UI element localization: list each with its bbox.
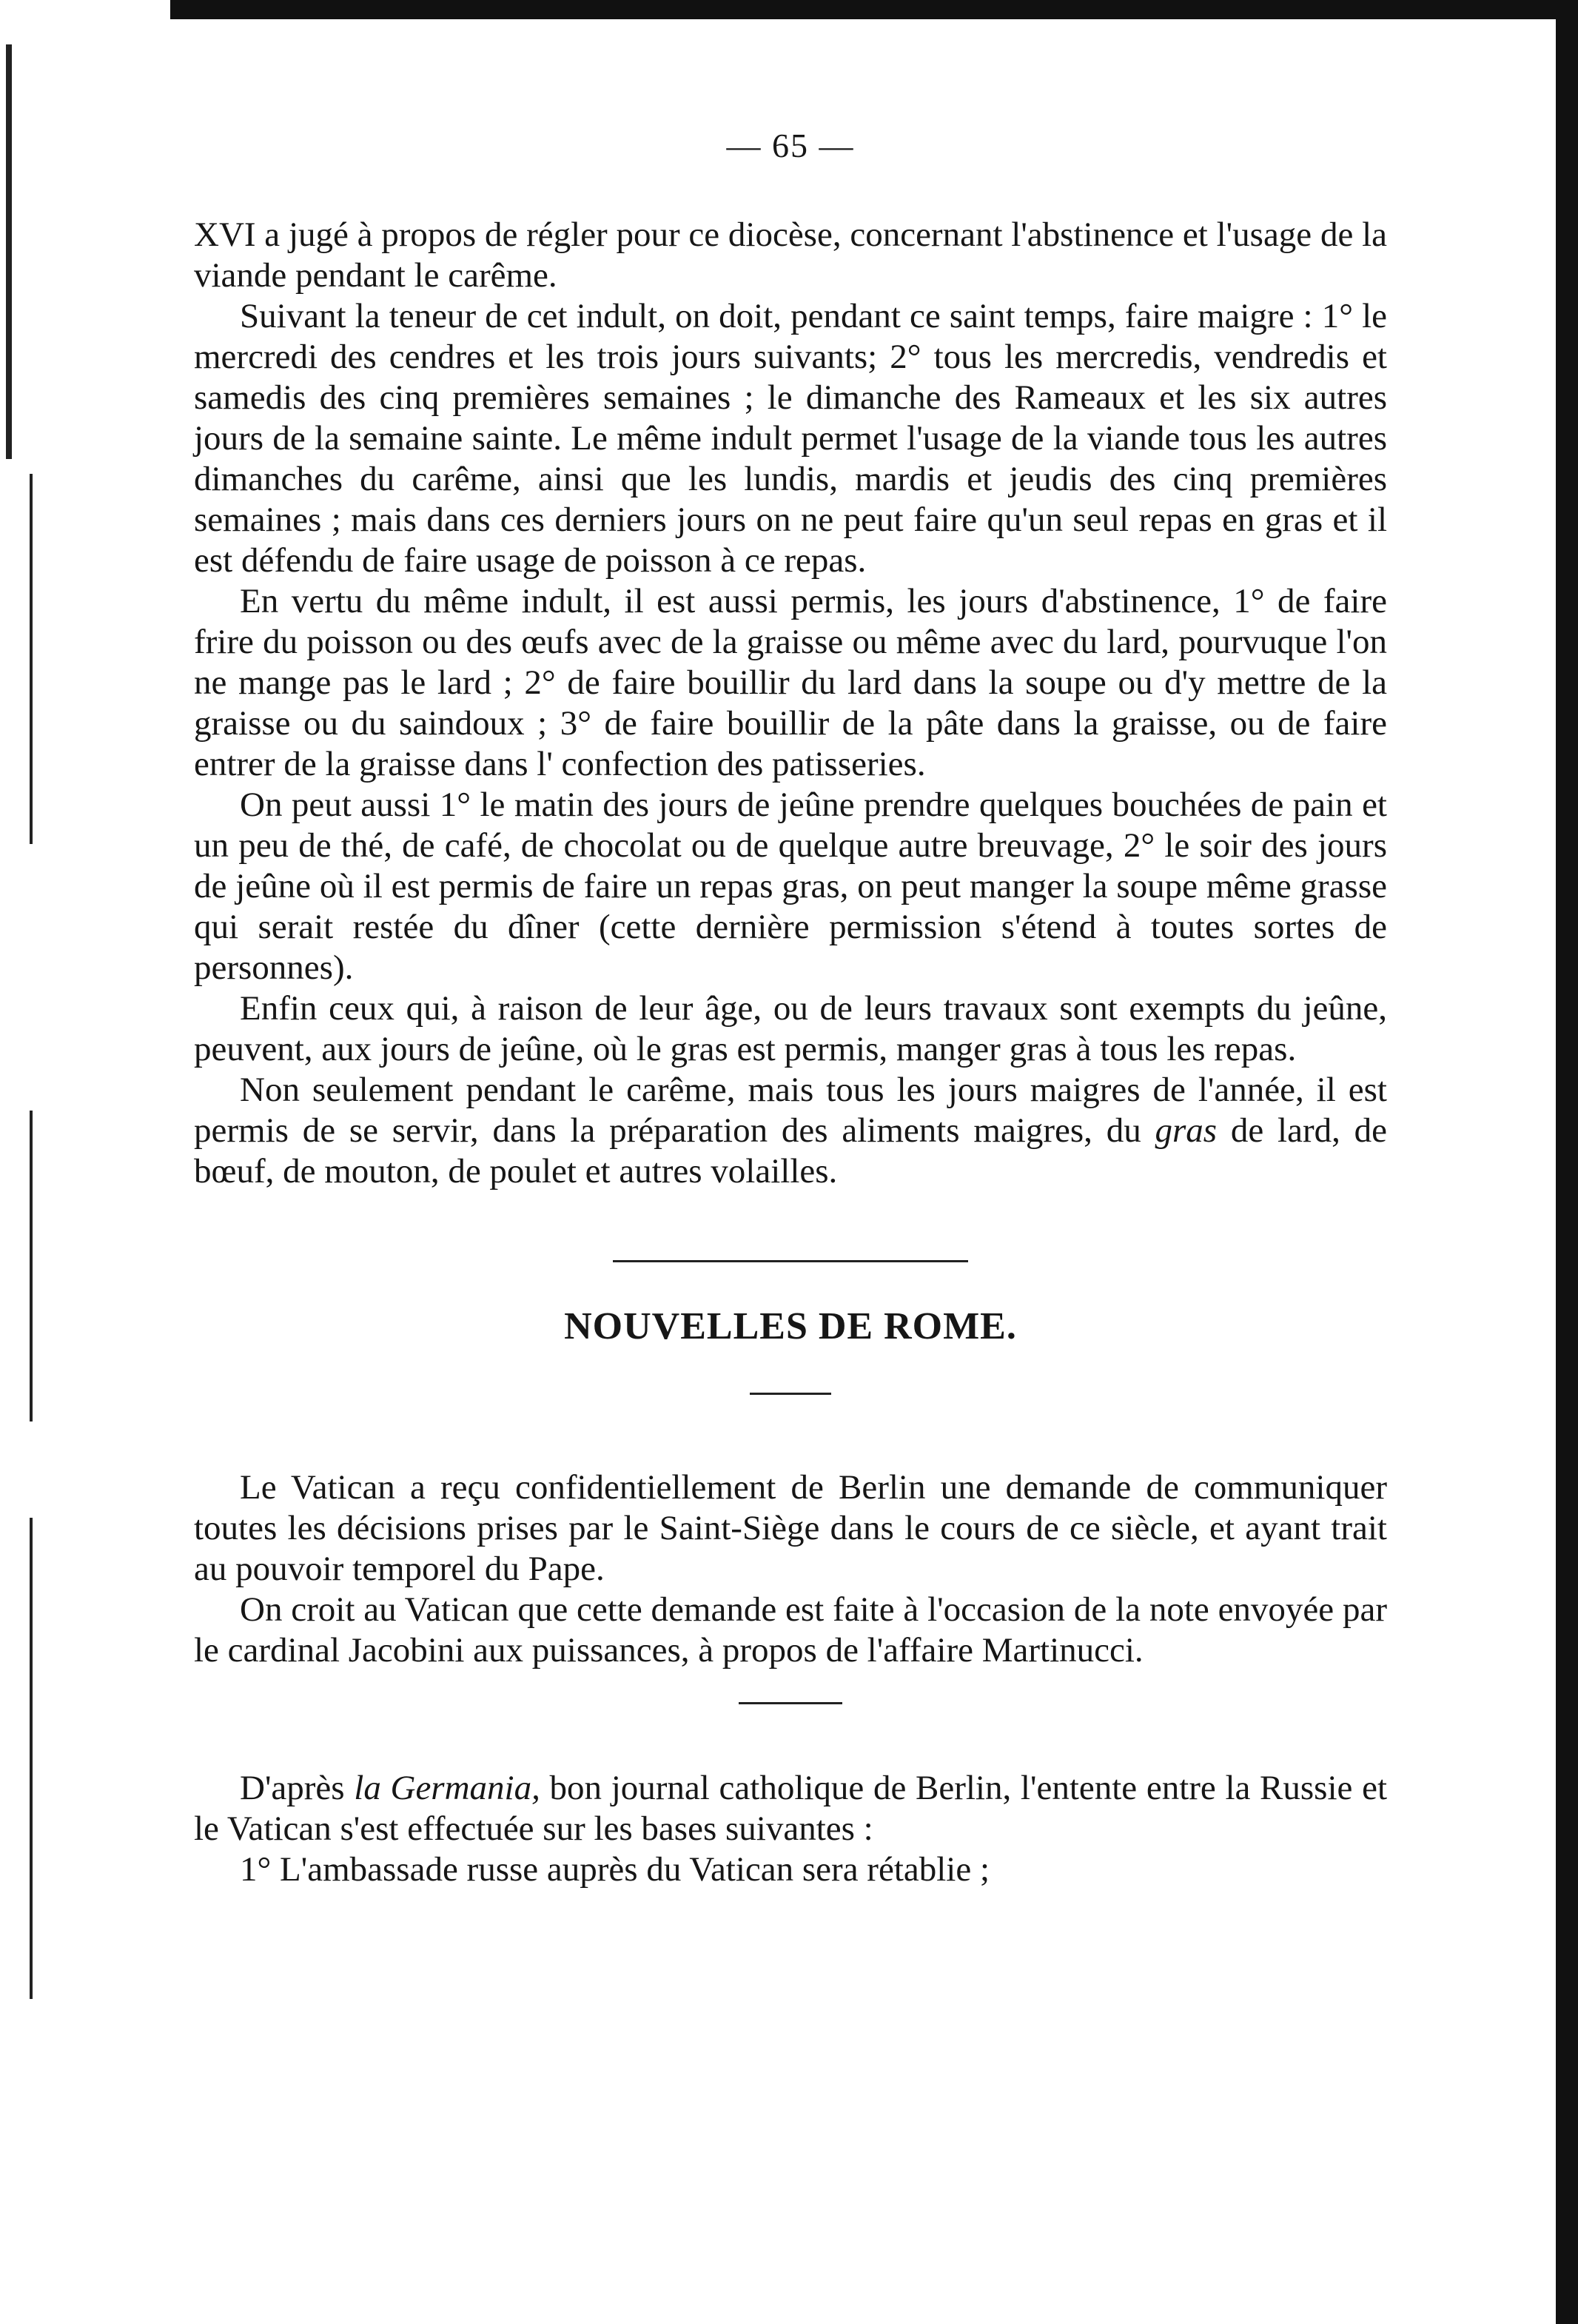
scan-left-margin-mark	[30, 1518, 33, 1999]
paragraph: XVI a jugé à propos de régler pour ce diocèse, concernant l'abstinence et l'usage de la viande pendant le carême.	[194, 215, 1387, 295]
scan-left-margin-mark	[30, 1111, 33, 1421]
text-run: Non seulement pendant le carême, mais tous les jours maigres de l'année, il est permis de se servir, dans la préparation des aliments maigres, du	[194, 1071, 1387, 1150]
paragraph: On croit au Vatican que cette demande est faite à l'occasion de la note envoyée par le cardinal Jacobini aux puissances, à propos de l'affaire Martinucci.	[194, 1590, 1387, 1670]
page-number: — 65 —	[726, 127, 855, 164]
section-divider	[613, 1260, 968, 1262]
paragraph: Le Vatican a reçu confidentiellement de Berlin une demande de communiquer toutes les décisions prises par le Saint-Siège dans le cours de ce siècle, et ayant trait au pouvoir temporel du Pape.	[194, 1468, 1387, 1588]
page-content	[194, 126, 1387, 1890]
heading-divider	[750, 1393, 831, 1395]
scan-left-margin-mark	[6, 44, 12, 459]
paragraph: On peut aussi 1° le matin des jours de jeûne prendre quelques bouchées de pain et un peu de thé, de café, de chocolat ou de quelque autre breuvage, 2° le soir des jours de jeûne où il est permis de faire un repas gras, on peut manger la soupe même grasse qui serait restée du dîner (cette dernière permission s'étend à toutes sortes de personnes).	[194, 786, 1387, 987]
list-item: 1° L'ambassade russe auprès du Vatican sera rétablie ;	[240, 1850, 990, 1889]
text-run: D'après	[240, 1769, 355, 1807]
paragraph: Suivant la teneur de cet indult, on doit, pendant ce saint temps, faire maigre : 1° le mercredi des cendres et les trois jours suivants; 2° tous les mercredis, vendredis et samedis des cinq premières semaines ; le dimanche des Rameaux et les six autres jours de la semaine sainte. Le même indult permet l'usage de la viande tous les autres dimanches du carême, ainsi que les lundis, mardis et jeudis des cinq premières semaines ; mais dans ces derniers jours on ne peut faire qu'un seul repas en gras et il est défendu de faire usage de poisson à ce repas.	[194, 297, 1387, 580]
paragraph: Enfin ceux qui, à raison de leur âge, ou de leurs travaux sont exempts du jeûne, peuvent, aux jours de jeûne, où le gras est permis, manger gras à tous les repas.	[194, 989, 1387, 1068]
scan-top-border	[170, 0, 1578, 19]
scan-left-margin-mark	[30, 474, 33, 844]
paragraph	[194, 1070, 1387, 1192]
paragraph	[194, 1768, 1387, 1849]
item-divider	[739, 1702, 842, 1704]
text-run: bon journal catholique de Berlin, l'entente entre la Russie et le Vatican s'est effectuée sur les bases suivantes :	[194, 1769, 1387, 1848]
paragraph: En vertu du même indult, il est aussi permis, les jours d'abstinence, 1° de faire frire du poisson ou des œufs avec de la graisse ou même avec du lard, pourvuque l'on ne mange pas le lard ; 2° de faire bouillir du lard dans la soupe ou d'y mettre de la graisse ou du saindoux ; 3° de faire bouillir de la pâte dans la graisse, ou de faire entrer de la graisse dans l' confection des patisseries.	[194, 582, 1387, 783]
section-heading: NOUVELLES DE ROME.	[564, 1305, 1017, 1347]
scan-right-border	[1556, 0, 1578, 2324]
text-run: de lard, de bœuf, de mouton, de poulet et autres volailles.	[194, 1111, 1388, 1191]
italic-word: gras	[1155, 1111, 1218, 1150]
section-abstinence	[194, 215, 1387, 1192]
section-nouvelles	[194, 1467, 1387, 1890]
italic-title: la Germania,	[354, 1769, 540, 1807]
